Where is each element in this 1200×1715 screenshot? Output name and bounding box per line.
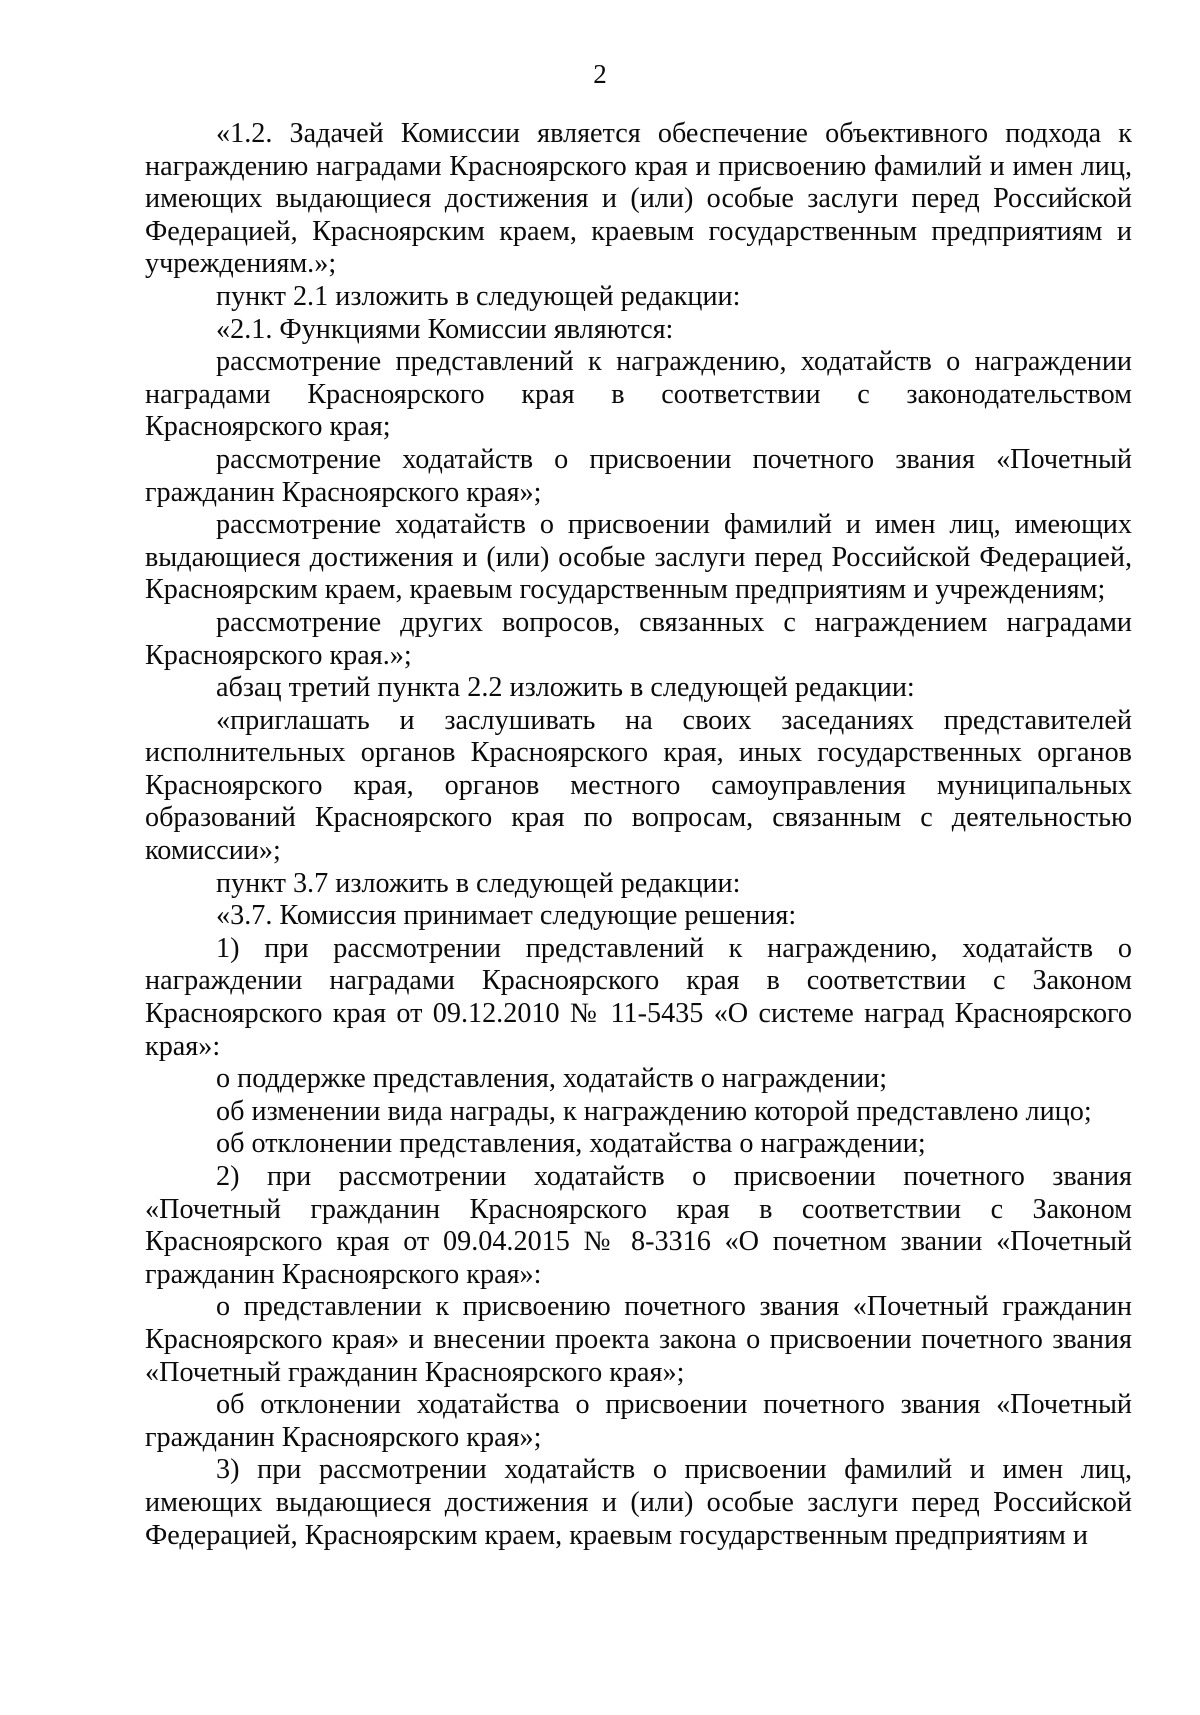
paragraph-decision-1-support: о поддержке представления, ходатайств о награждении; (216, 1063, 888, 1095)
paragraph-decision-3: 3) при рассмотрении ходатайств о присвоении фамилий и имен лиц, имеющих выдающиеся достижения и (или) особые заслуги перед Российской Федерацией, Красноярским краем, краевым государственным предприятиям и (145, 1454, 1132, 1551)
paragraph-function-names: рассмотрение ходатайств о присвоении фамилий и имен лиц, имеющих выдающиеся достижения и (или) особые заслуги перед Российской Федерацией, Красноярским краем, краевым государственным предприятиям и учреждениям; (145, 509, 1132, 606)
page-number: 2 (593, 59, 607, 89)
paragraph-decision-2-present: о представлении к присвоению почетного звания «Почетный гражданин Красноярского края» и внесении проекта закона о присвоении почетного звания «Почетный гражданин Красноярского края»; (145, 1291, 1132, 1388)
paragraph-decision-1-reject: об отклонении представления, ходатайства о награждении; (216, 1128, 926, 1160)
paragraph-decision-1: 1) при рассмотрении представлений к награждению, ходатайств о награждении наградами Красноярского края в соответствии с Законом Красноярского края от 09.12.2010 № 11-5435 «О системе наград Красноярского края»: (145, 932, 1132, 1062)
paragraph-amend-2-1: пункт 2.1 изложить в следующей редакции: (216, 280, 741, 312)
paragraph-1-2-commission-task: «1.2. Задачей Комиссии является обеспечение объективного подхода к награждению наградами Красноярского края и присвоению фамилий и имен лиц, имеющих выдающиеся достижения и (или) особые заслуги перед Российской Федерацией, Красноярским краем, краевым государственным предприятиям и учреждениям.»; (145, 118, 1132, 280)
paragraph-amend-3-7: пункт 3.7 изложить в следующей редакции: (216, 867, 741, 899)
paragraph-2-1-functions: «2.1. Функциями Комиссии являются: (216, 313, 674, 345)
paragraph-function-honorary-citizen: рассмотрение ходатайств о присвоении почетного звания «Почетный гражданин Красноярского края»; (145, 443, 1132, 508)
paragraph-function-other: рассмотрение других вопросов, связанных с награждением наградами Красноярского края.»; (145, 606, 1132, 671)
paragraph-decision-2: 2) при рассмотрении ходатайств о присвоении почетного звания «Почетный гражданин Красноярского края в соответствии с Законом Красноярского края от 09.04.2015 № 8-3316 «О почетном звании «Почетный гражданин Красноярского края»: (145, 1161, 1132, 1290)
paragraph-3-7-decisions: «3.7. Комиссия принимает следующие решения: (216, 900, 797, 932)
paragraph-invite-representatives: «приглашать и заслушивать на своих заседаниях представителей исполнительных органов Красноярского края, иных государственных органов Красноярского края, органов местного самоуправления муниципальных образований Красноярского края по вопросам, связанным с деятельностью комиссии»; (145, 704, 1132, 867)
paragraph-amend-2-2: абзац третий пункта 2.2 изложить в следующей редакции: (216, 672, 915, 704)
document-body (145, 118, 1132, 1552)
paragraph-decision-1-change-award: об изменении вида награды, к награждению которой представлено лицо; (216, 1095, 1092, 1127)
paragraph-function-awards: рассмотрение представлений к награждению, ходатайств о награждении наградами Красноярского края в соответствии с законодательством Красноярского края; (145, 346, 1132, 443)
paragraph-decision-2-reject: об отклонении ходатайства о присвоении почетного звания «Почетный гражданин Красноярского края»; (145, 1389, 1132, 1453)
